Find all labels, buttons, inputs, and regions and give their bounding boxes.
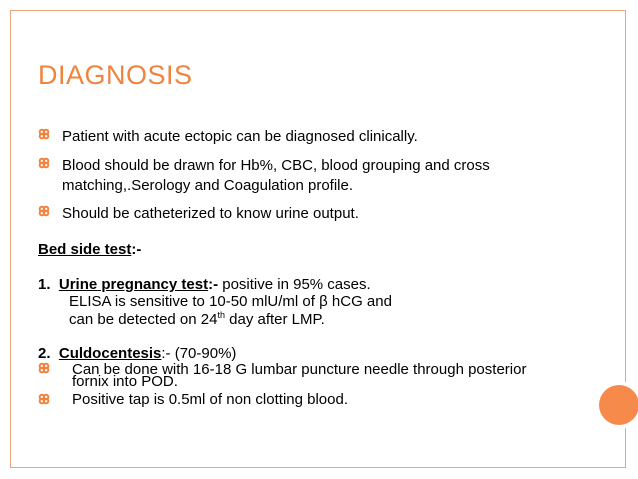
item1-sep: :- <box>208 276 219 293</box>
bullet-text: Patient with acute ectopic can be diagnosed clinically. <box>62 128 418 145</box>
item1-line3-post: day after LMP. <box>224 311 325 328</box>
flower-bullet-icon <box>38 393 50 405</box>
sub-bullet-text: Can be done with 16-18 G lumbar puncture needle through posterior <box>72 361 527 378</box>
decorative-circle <box>599 385 638 425</box>
sub-bullet-text-continuation: fornix into POD. <box>72 373 178 390</box>
bedside-heading <box>38 240 141 259</box>
item1-rest: positive in 95% cases. <box>218 276 371 293</box>
flower-bullet-icon <box>38 205 50 217</box>
item2-rest: :- (70-90%) <box>161 345 237 362</box>
sub-bullet-text: Positive tap is 0.5ml of non clotting blood. <box>72 391 348 408</box>
flower-bullet-icon <box>38 362 50 374</box>
item2-heading-label: Culdocentesis <box>58 345 162 362</box>
bullet-text-continuation: matching,.Serology and Coagulation profile. <box>62 177 354 194</box>
item2-number: 2. <box>38 345 51 362</box>
bullet-text: Blood should be drawn for Hb%, CBC, blood grouping and cross <box>62 157 490 174</box>
bedside-heading-suffix: :- <box>131 241 142 258</box>
item1-line3 <box>69 310 325 329</box>
item1-line3-sup: th <box>217 310 225 320</box>
bedside-heading-label: Bed side test <box>38 241 132 258</box>
item1-number: 1. <box>38 276 51 293</box>
slide-title: DIAGNOSIS <box>38 60 193 90</box>
item1-line2: ELISA is sensitive to 10-50 mlU/ml of β hCG and <box>69 293 392 310</box>
flower-bullet-icon <box>38 128 50 140</box>
flower-bullet-icon <box>38 157 50 169</box>
item1-line3-pre: can be detected on 24 <box>69 311 218 328</box>
bullet-text: Should be catheterized to know urine output. <box>62 205 359 222</box>
item1-heading-label: Urine pregnancy test <box>58 276 209 293</box>
